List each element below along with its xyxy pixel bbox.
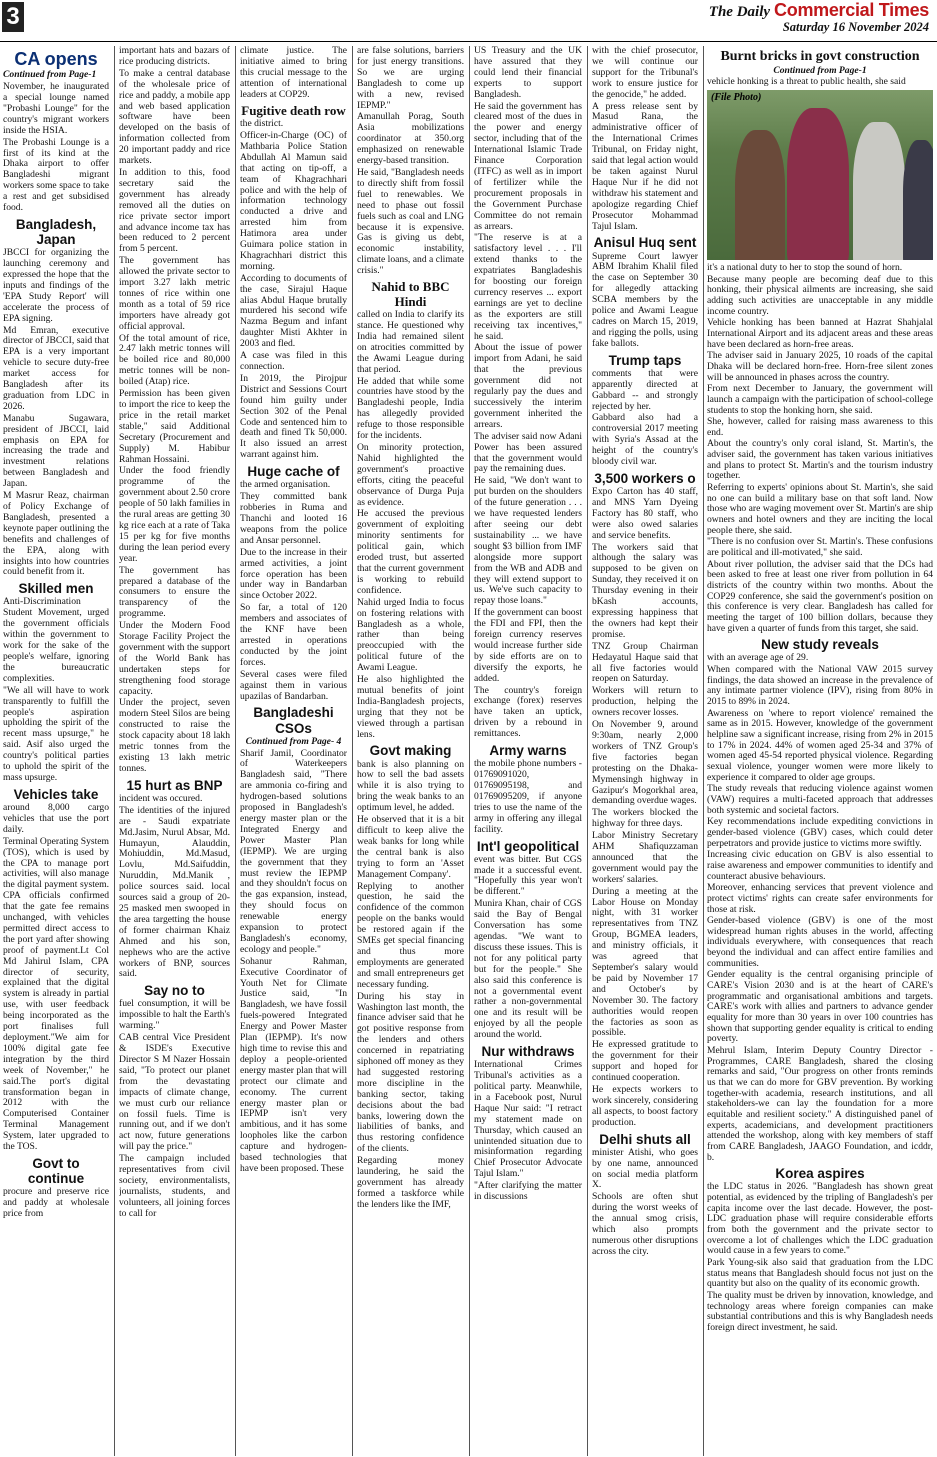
paragraph: About river pollution, the adviser said that the DCs had been asked to free at least one river from pollution in 64 districts of the country within two months. About the COP29 conference, she said the government's position on this conference is very clear. Bangladesh has called for meeting the target of 100 billion dollars, because they have given a quarter of funds from this target, she said. — [707, 558, 933, 634]
paragraph: Gender-based violence (GBV) is one of the most widespread human rights abuses in the world, affecting individuals everywhere, with consequences that reach beyond the individual and can affect entire families and communities. — [707, 915, 933, 969]
paragraph: Under the project, seven modern Steel Silos are being constructed to raise the stock capacity about 18 lakh metric tonnes from the existing 13 lakh metric tonnes. — [119, 697, 230, 774]
paragraph: If the government can boost the FDI and FPI, then the foreign currency reserves would increase further side by side efforts are on to diversify the exports, he added. — [474, 607, 582, 684]
paragraph: Labor Ministry Secretary AHM Shafiquzzaman announced that the government would pay the workers' salaries. — [592, 830, 698, 885]
paragraph: CAB central Vice President & ISDE's Executive Director S M Nazer Hossain said, "To protect our planet from the devastating impacts of climate change, we must curb our reliance on fossil fuels. Time is running out, and if we don't act now, future generations will pay the price." — [119, 1032, 230, 1153]
headline: Fugitive death row — [241, 102, 346, 118]
paragraph: The workers blocked the highway for three days. — [592, 807, 698, 830]
paragraph: bank is also planning on how to sell the bad assets while it is also trying to bring the weak banks to an optimum level, he added. — [357, 758, 464, 814]
paragraph: A press release sent by Masud Rana, the administrative officer of the International Crimes Tribunal, on Friday night, said that legal action would be taken against Nurul Haque Nur if he did not withdraw his statement and apologize regarding Chief Prosecutor Mohammad Tajul Islam. — [592, 100, 698, 232]
paragraph: Md Emran, executive director of JBCCI, said that EPA is a very important vehicle to secure duty-free market access for Bangladesh after its graduation from LDC in 2026. — [3, 324, 109, 412]
paragraph: Moreover, enhancing services that prevent violence and protect victims' rights can create safer environments for those at risk. — [707, 882, 933, 915]
headline: Int'l geopolitical — [476, 838, 580, 854]
paragraph: "There is no confusion over St. Martin's. These confusions are political and ill-motivated," she said. — [707, 536, 933, 559]
headline: Delhi shuts all — [599, 1131, 691, 1147]
paragraph: The government has prepared a database of the consumers to ensure the transparency of the programme. — [119, 564, 230, 620]
person-figure — [903, 140, 933, 260]
paragraph: To make a central database of the wholesale price of rice and paddy, a mobile app and web based application software have been developed on the basis of information collected from 20 important paddy and rice markets. — [119, 67, 230, 167]
paragraph: Munira Khan, chair of CGS said the Bay of Bengal Conversation has some agendas. "We want to discuss these issues. This is not for any political party but for the people." She also said this conference is not a governmental event rather a non-governmental one and its result will be enjoyed by all the people around the world. — [474, 898, 582, 1041]
column-2 — [119, 46, 230, 1456]
paragraph: International Crimes Tribunal's activities as a political party. Meanwhile, in a Facebook post, Nurul Haque Nur said: "I retract my statement made on Thursday, which caused an unintended situation due to misinformation regarding Chief Prosecutor Advocate Tajul Islam." — [474, 1059, 582, 1180]
paragraph: called on India to clarify its stance. He questioned why India had remained silent on atrocities committed by the Awami League during that period. — [357, 309, 464, 375]
paragraph: Park Young-sik also said that graduation from the LDC status means that Bangladesh should focus not just on the quantity but also on the quality of its economic growth. — [707, 1256, 933, 1290]
paragraph: Vehicle honking has been banned at Hazrat Shahjalal International Airport and its adjacent areas and these areas have been declared as horn-free areas. — [707, 317, 933, 350]
paragraph: On minority protection, Nahid highlighted the government's proactive efforts, citing the peaceful observance of Durga Puja as evidence. — [357, 442, 464, 508]
paragraph: event was bitter. But CGS made it a successful event. "Hopefully this year won't be different." — [474, 853, 582, 898]
paragraph: He added that while some countries have stood by the Bangladeshi people, India has allegedly provided refuge to those responsible for the incidents. — [357, 375, 464, 442]
paragraph: Supreme Court lawyer ABM Ibrahim Khalil filed the case on September 30 for allegedly attacking SCBA members by the police and Awami League cadres on March 15, 2019, and rigging the polls, using fake ballots. — [592, 250, 698, 349]
paragraph: Workers will return to production, helping the owners recover losses. — [592, 685, 698, 719]
paragraph: About the issue of power import from Adani, he said that the previous government did not regularly pay the dues and successively the interim government inherited the arrears. — [474, 342, 582, 430]
paragraph: So far, a total of 120 members and associates of the KNF have been arrested in operations conducted by the joint forces. — [240, 602, 347, 668]
paragraph: A case was filed in this connection. — [240, 350, 347, 373]
paragraph: the mobile phone numbers - 01769091020, 01769095198, and 01769095209, if anyone tries to use the name of the army in offering any illegal facility. — [474, 758, 582, 835]
paragraph: He expressed gratitude to the government for their support and hoped for continued cooperation. — [592, 1039, 698, 1084]
paragraph: The adviser said now Adani Power has been assured that the government would pay the remaining dues. — [474, 430, 582, 475]
paragraph: important hats and bazars of rice producing districts. — [119, 46, 230, 67]
paragraph: comments that were apparently directed at Gabbard -- and strongly rejected by her. — [592, 367, 698, 412]
person-figure — [853, 122, 905, 260]
continued-note: Continued from Page- 4 — [245, 735, 342, 747]
paragraph: the district. — [240, 118, 284, 130]
paragraph: Officer-in-Charge (OC) of Mathbaria Police Station Abdullah Al Mamun said that acting on tip-off, a team of Khagrachhari police and with the help of information technology conducted a drive and arrested him from Hatimora area under Guimara police station in Khagrachhari district this morning. — [240, 129, 347, 272]
paragraph: Under the Modern Food Storage Facility Project the government with the support of the World Bank has undertaken steps for strengthening food storage capacity. — [119, 620, 230, 697]
paragraph: incident was occured. — [119, 792, 203, 804]
paragraph: The adviser said in January 2025, 10 roads of the capital Dhaka will be declared horn-free. Horn-free silent zones will be announced in phases across the country. — [707, 350, 933, 383]
masthead — [0, 0, 937, 42]
photo-caption: (File Photo) — [711, 91, 762, 103]
paper-name: Commercial Times — [774, 0, 929, 20]
paragraph: Anti-Discrimination Student Movement, urged the government officials within the government to work for the sake of the people's welfare, ignoring the bureaucratic complexities. — [3, 596, 109, 684]
paragraph: In addition to this, food secretary said the government has already removed all the duties on rice private sector import and advance income tax has been reduced to 2 percent from 5 percent. — [119, 166, 230, 255]
column-5 — [474, 46, 582, 1456]
column-rule — [469, 46, 470, 1456]
paragraph: Regarding money laundering, he said the government has already formed a taskforce while the lenders like the IMF, — [357, 1155, 464, 1210]
paragraph: He observed that it is a bit difficult to keep alive the weak banks for long while the central bank is also trying to form an 'Asset Management Company'. — [357, 814, 464, 880]
paragraph: He said the government has cleared most of the dues in the power and energy sector, including that of the International Islamic Trade Finance Corporation (ITFC) as well as in import of fertilizer while the procurement proposals in the Government Purchase Committee do not remain as arrears. — [474, 100, 582, 232]
column-rule — [114, 46, 115, 1456]
headline: Govt making — [369, 743, 452, 759]
paragraph: are false solutions, barriers for just energy transitions. So we are urging Bangladesh to come up with a new, revised IEPMP." — [357, 46, 464, 111]
paragraph: Expo Carton has 40 staff, and MNS Yarn Dyeing Factory has 80 staff, who were also owed salaries and service benefits. — [592, 486, 698, 541]
column-rule — [587, 46, 588, 1456]
paragraph: Key recommendations include expediting convictions in gender-based violence (GBV) cases, which could deter perpetrators and provide justice to victims more swiftly. — [707, 816, 933, 849]
paragraph: About the country's only coral island, St. Martin's, the adviser said, the government has taken various initiatives and plans to protect St. Martin's and the tourism industry together. — [707, 438, 933, 482]
column-7 — [707, 46, 933, 1456]
paragraph: Increasing civic education on GBV is also essential to raise awareness and empower communities to identify and counteract abusive behaviours. — [707, 849, 933, 882]
paragraph: Gender equality is the central organising principle of CARE's Vision 2030 and is at the heart of CARE's programmatic and organisational ambitions and targets. CARE's work with allies and partners to advance gender equality for more than 30 years in over 100 countries has shown that supporting gender equality is critical to ending poverty. — [707, 969, 933, 1045]
paragraph: November, he inaugurated a special lounge named "Probashi Lounge" for the country's migrant workers inside the HSIA. — [3, 81, 109, 136]
headline: Army warns — [489, 743, 567, 759]
paragraph: Sharif Jamil, Coordinator of Waterkeepers Bangladesh said, "There are ammonia co-firing and hydrogen-based solutions proposed in Bangladesh's energy master plan or the Integrated Energy and Power Master Plan (IEPMP). We are urging the government that they must review the IEPMP and they shouldn't focus on the gas expansion, instead, they should focus on renewable energy expansion to protect Bangladesh's economy, ecology and people." — [240, 747, 347, 955]
paragraph: Under the food friendly programme of the government about 2.50 crore people of 50 lakh families in the rural areas are getting 30 kg rice each at a rate of Taka 15 per kg for five months during the lean period every year. — [119, 465, 230, 564]
paper-prefix: The Daily — [708, 4, 771, 20]
paragraph: On November 9, around 9:30am, nearly 2,000 workers of TNZ Group's five factories began protesting on the Dhaka-Mymensingh highway in Gazipur's Mogorkhal area, demanding overdue wages. — [592, 719, 698, 807]
continued-note: Continued from Page-1 — [773, 64, 867, 76]
headline: Korea aspires — [775, 1166, 865, 1182]
paragraph: Mehrul Islam, Interim Deputy Country Director - Programmes, CARE Bangladesh, shared the closing remarks and said, "Our progress on other fronts reminds us that we can do more for GBV prevention. By working together-with academia, research institutions, and all stakeholders-we can lay the foundation for a more equitable and resilient society." A distinguished panel of experts, academicians, and development practitioners attended the workshop, along with key members of staff from CARE Bangladesh, JAAGO Foundation, and icddr, b. — [707, 1045, 933, 1163]
paragraph: "The reserve is at a satisfactory level . . . I'll extend thanks to the expatriates Bangladeshis for boosting our foreign currency reserves ... export earnings are yet to decline as the exporters are still receiving tax incentives," he said. — [474, 232, 582, 342]
headline: Vehicles take — [13, 786, 99, 802]
headline: Bangladeshi CSOs — [253, 705, 334, 736]
headline: Nur withdraws — [481, 1044, 575, 1060]
paragraph: procure and preserve rice and paddy at wholesale price from — [3, 1186, 109, 1219]
paragraph: The identities of the injured are - Saudi expatriate Md.Jasim, Nurul Absar, Md. Humayun, Alauddin, Mohiuddin, Md.Masud, Lovlu, Md.Saifuddin, Nuruddin, Md.Manik , police sources said. local sources said a group of 20-25 masked men swooped in the area targetting the house of former chairman Khaiz Ahmed and his son, nephews who are the active workers of BNP, sources said. — [119, 804, 230, 980]
paragraph: She, however, called for raising mass awareness to this end. — [707, 416, 933, 438]
paragraph: Amanullah Porag, South Asia mobilizations coordinator at 350.org emphasized on renewable energy-based transition. — [357, 111, 464, 167]
paragraph: Because many people are becoming deaf due to this honking, their physical ailments are increasing, she said adding such activities are unacceptable in any middle income country. — [707, 273, 933, 317]
person-figure — [787, 108, 849, 260]
headline: Bangladesh, Japan — [15, 216, 97, 248]
news-photo — [707, 90, 933, 260]
paragraph: Replying to another question, he said the confidence of the common people on the banks would be restored again if the SMEs get special financing and thus more employments are generated and small entrepreneurs get necessary funding. — [357, 880, 464, 990]
paragraph: He also highlighted the mutual benefits of joint India-Bangladesh projects, urging that they not be viewed through a partisan lens. — [357, 674, 464, 740]
paragraph: The campaign included representatives from civil society, environmentalists, journalists, students, and volunteers, all joining forces to call for — [119, 1153, 230, 1219]
paragraph: Terminal Operating System (TOS), which is used by the CPA to manage port activities, will also manage the digital payment system. CPA officials confirmed that the gate fee remains unchanged, with vehicles permitted direct access to the port yard after showing proof of payment.Lt Col Md Jahirul Islam, CPA director of security, explained that the digital system is already in partial use, with user feedback being incorporated as the port finalises full deployment."We aim for 100% digital gate fee integration by the third week of November," he said.The port's digital transformation began in 2012 with the Computerised Container Terminal Management System, later upgraded to the TOS. — [3, 835, 109, 1153]
headline: Huge cache of — [247, 464, 340, 480]
paragraph: Due to the increase in their armed activities, a joint force operation has been under way in Bandarban since October 2022. — [240, 546, 347, 602]
paragraph: The government has allowed the private sector to import 3.27 lakh metric tonnes of rice within one month as a total of 59 rice importers have already got official approval. — [119, 255, 230, 332]
paragraph: The Probashi Lounge is a first of its kind at the Dhaka airport to offer Bangladeshi migrant workers some space to take a rest and get subsidised food. — [3, 136, 109, 214]
paragraph: The workers said that although the salary was supposed to be given on Sunday, they received it on Thursday evening in their bKash accounts, expressing happiness that the owners had kept their promise. — [592, 541, 698, 640]
paragraph: M Masrur Reaz, chairman of Policy Exchange of Bangladesh, presented a keynote paper outlining the benefits and challenges of the EPA, along with insights into how countries could benefit from it. — [3, 490, 109, 578]
paragraph: Gabbard also had a controversial 2017 meeting with Syria's Assad at the height of the country's bloody civil war. — [592, 412, 698, 468]
column-3 — [240, 46, 347, 1456]
column-rule — [235, 46, 236, 1456]
headline: CA opens — [14, 49, 98, 69]
headline: Trump taps — [608, 352, 682, 368]
column-1 — [3, 46, 109, 1456]
paragraph: When compared with the National VAW 2015 survey findings, the data showed an increase in the prevalence of any intimate partner violence (IPV), rising from 80% in 2015 to 89% in 2024. — [707, 664, 933, 708]
paragraph: Several cases were filed against them in various upazilas of Bandarban. — [240, 668, 347, 702]
headline: New study reveals — [761, 637, 879, 653]
paragraph: the armed organisation. — [240, 479, 331, 491]
paragraph: climate justice. The initiative aimed to bring this crucial message to the attention of international leaders at COP29. — [240, 46, 347, 100]
paragraph: He said, "Bangladesh needs to directly shift from fossil fuel to renewables. We need to phase out fossil fuels such as coal and LNG because it is expensive. Gas is giving us debt, economic instability, climate loans, and a climate crisis." — [357, 166, 464, 277]
paragraph: Nahid urged India to focus on fostering relations with Bangladesh as a whole, rather than being preoccupied with the political future of the Awami League. — [357, 596, 464, 674]
issue-date: Saturday 16 November 2024 — [782, 20, 929, 34]
paragraph: US Treasury and the UK have assured that they could lend their financial experts to support Bangladesh. — [474, 46, 582, 100]
paragraph: They committed bank robberies in Ruma and Thanchi and looted 16 weapons from the police and Ansar personnel. — [240, 491, 347, 546]
column-4 — [357, 46, 464, 1456]
headline: Skilled men — [18, 581, 94, 597]
paragraph: with an average age of 29. — [707, 652, 809, 664]
paragraph: During his stay in Washington last month, the finance adviser said that he got positive response from the lenders and others concerned in repatriating siphoned off money as they had suggested restoring more discipline in the banking sector, taking decisions about the bad banks, lowering down the liabilities of banks, and thus restoring confidence of the clients. — [357, 990, 464, 1155]
paragraph: The quality must be driven by innovation, knowledge, and technology areas where foreign companies can make substantial contributions and this is why Bangladesh needs foreign direct investment, he said. — [707, 1289, 933, 1333]
paragraph: "After clarifying the matter in discussions — [474, 1180, 582, 1203]
paragraph: Manabu Sugawara, president of JBCCI, laid emphasis on EPA for increasing the trade and investment relations between Bangladesh and Japan. — [3, 412, 109, 490]
column-rule — [703, 46, 704, 1456]
page-number: 3 — [2, 2, 24, 32]
paragraph: In 2019, the Pirojpur District and Sessions Court found him guilty under Section 302 of the Penal Code and sentenced him to death and fined Tk 50,000. It also issued an arrest warrant against him. — [240, 372, 347, 461]
headline: Say no to — [144, 983, 205, 999]
paragraph: around 8,000 cargo vehicles that use the port daily. — [3, 801, 109, 835]
continued-note: Continued from Page-1 — [3, 69, 97, 81]
column-rule — [352, 46, 353, 1456]
column-6 — [592, 46, 698, 1456]
headline: Govt to continue — [27, 1155, 85, 1187]
paragraph: it's a national duty to her to stop the sound of horn. — [707, 261, 903, 273]
paragraph: The study reveals that reducing violence against women (VAW) requires a multi-faceted approach that addresses both systemic and societal factors. — [707, 783, 933, 816]
headline: 3,500 workers o — [594, 470, 696, 486]
headline: Nahid to BBC Hindi — [371, 279, 450, 309]
paragraph: fuel consumption, it will be impossible to halt the Earth's warming." — [119, 998, 230, 1032]
paragraph: During a meeting at the Labor House on Monday night, with 31 worker representatives from TNZ Group, BGMEA leaders, and ministry officials, it was agreed that September's salary would be paid by November 17 and October's by November 30. The factory authorities would reopen the factories as soon as possible. — [592, 885, 698, 1039]
paragraph: He accused the previous government of exploiting minority sentiments for political gain, which eroded trust, but asserted that the current government is working to rebuild confidence. — [357, 508, 464, 596]
paragraph: From next December to January, the government will launch a campaign with the participation of school-college students to stop the honking horn, she said. — [707, 383, 933, 416]
headline: 15 hurt as BNP — [126, 777, 223, 793]
paragraph: Schools are often shut during the worst weeks of the annual smog crisis, which also prompts numerous other disruptions across the city. — [592, 1191, 698, 1257]
paragraph: Referring to experts' opinions about St. Martin's, she said no one can build a military base on that soft land. Now those who are waging movement over St. Martin's are ship owners and hotel owners and they are inciting the local people there, she said. — [707, 482, 933, 536]
paragraph: vehicle honking is a threat to public health, she said — [707, 76, 906, 88]
person-figure — [735, 130, 785, 260]
paragraph: The country's foreign exchange (forex) reserves have taken an uptick, driven by a rebound in remittances. — [474, 684, 582, 740]
headline: Burnt bricks in govt construction — [720, 49, 920, 64]
paragraph: "We all will have to work transparently to fulfill the people's aspiration upholding the spirit of the recent mass upsurge," he said. Asif also urged the country's political parties to uphold the spirit of the mass upsurge. — [3, 684, 109, 783]
paragraph: TNZ Group Chairman Hedayatul Haque said that all five factories would reopen on Saturday. — [592, 640, 698, 685]
paragraph: the LDC status in 2026. "Bangladesh has shown great potential, as evidenced by the tripling of Bangladesh's per capita income over the last decade. However, the post-LDC graduation phase will require considerable efforts from both the government and the private sector to overcome a lot of challenges which the LDC graduation would cause in a few years to come." — [707, 1181, 933, 1257]
paragraph: JBCCI for organizing the launching ceremony and expressed the hope that the inputs and findings of the 'EPA Study Report' will accelerate the process of EPA signing. — [3, 247, 109, 324]
paragraph: minister Atishi, who goes by one name, announced on social media platform X. — [592, 1146, 698, 1191]
paper-nameplate — [709, 0, 929, 35]
paragraph: Of the total amount of rice, 2.47 lakh metric tonnes will be boiled rice and 80,000 metric tonnes will be non-boiled (Atap) rice. — [119, 332, 230, 388]
paragraph: He expects workers to work sincerely, considering all aspects, to boost factory production. — [592, 1083, 698, 1128]
paragraph: He said, "We don't want to put burden on the shoulders of the future generation . . . we have requested lenders after seeing our debt sustainability ... we have sought $3 billion from IMF alongside more support from the WB and ADB and they will extend support to us. We've such capacity to repay those loans." — [474, 475, 582, 607]
paragraph: Permission has been given to import the rice to keep the price in the retail market stable," said Additional Secretary (Procurement and Supply) M. Habibur Rahman Hossaini. — [119, 388, 230, 465]
headline: Anisul Huq sent — [593, 235, 697, 251]
paragraph: According to documents of the case, Sirajul Haque alias Abdul Haque brutally murdered his second wife Nazma Begum and infant daughter Misti Akhter in 2003 and fled. — [240, 272, 347, 350]
paragraph: with the chief prosecutor, we will continue our support for the Tribunal's work to ensure justice for the genocide," he added. — [592, 46, 698, 100]
paragraph: Sohanur Rahman, Executive Coordinator of Youth Net for Climate Justice said, "In Bangladesh, we have fossil fuels-powered Integrated Energy and Power Master Plan (IEPMP). It's now high time to revise this and deploy a people-oriented energy master plan that will protect our climate and economy. The current energy master plan or IEPMP isn't very ambitious, and it has some loopholes like the carbon capture and hydrogen-based technologies that have been proposed. These — [240, 955, 347, 1174]
paragraph: Awareness on 'where to report violence' remained the same as in 2015. However, knowledge of the government helpline saw a significant increase, rising from 2% in 2015 to 17% in 2024. 44% of women aged 25-34 and 37% of women aged 45-54 reported physical violence. Regarding sexual violence, younger women were more likely to experience it compared to older age groups. — [707, 707, 933, 783]
